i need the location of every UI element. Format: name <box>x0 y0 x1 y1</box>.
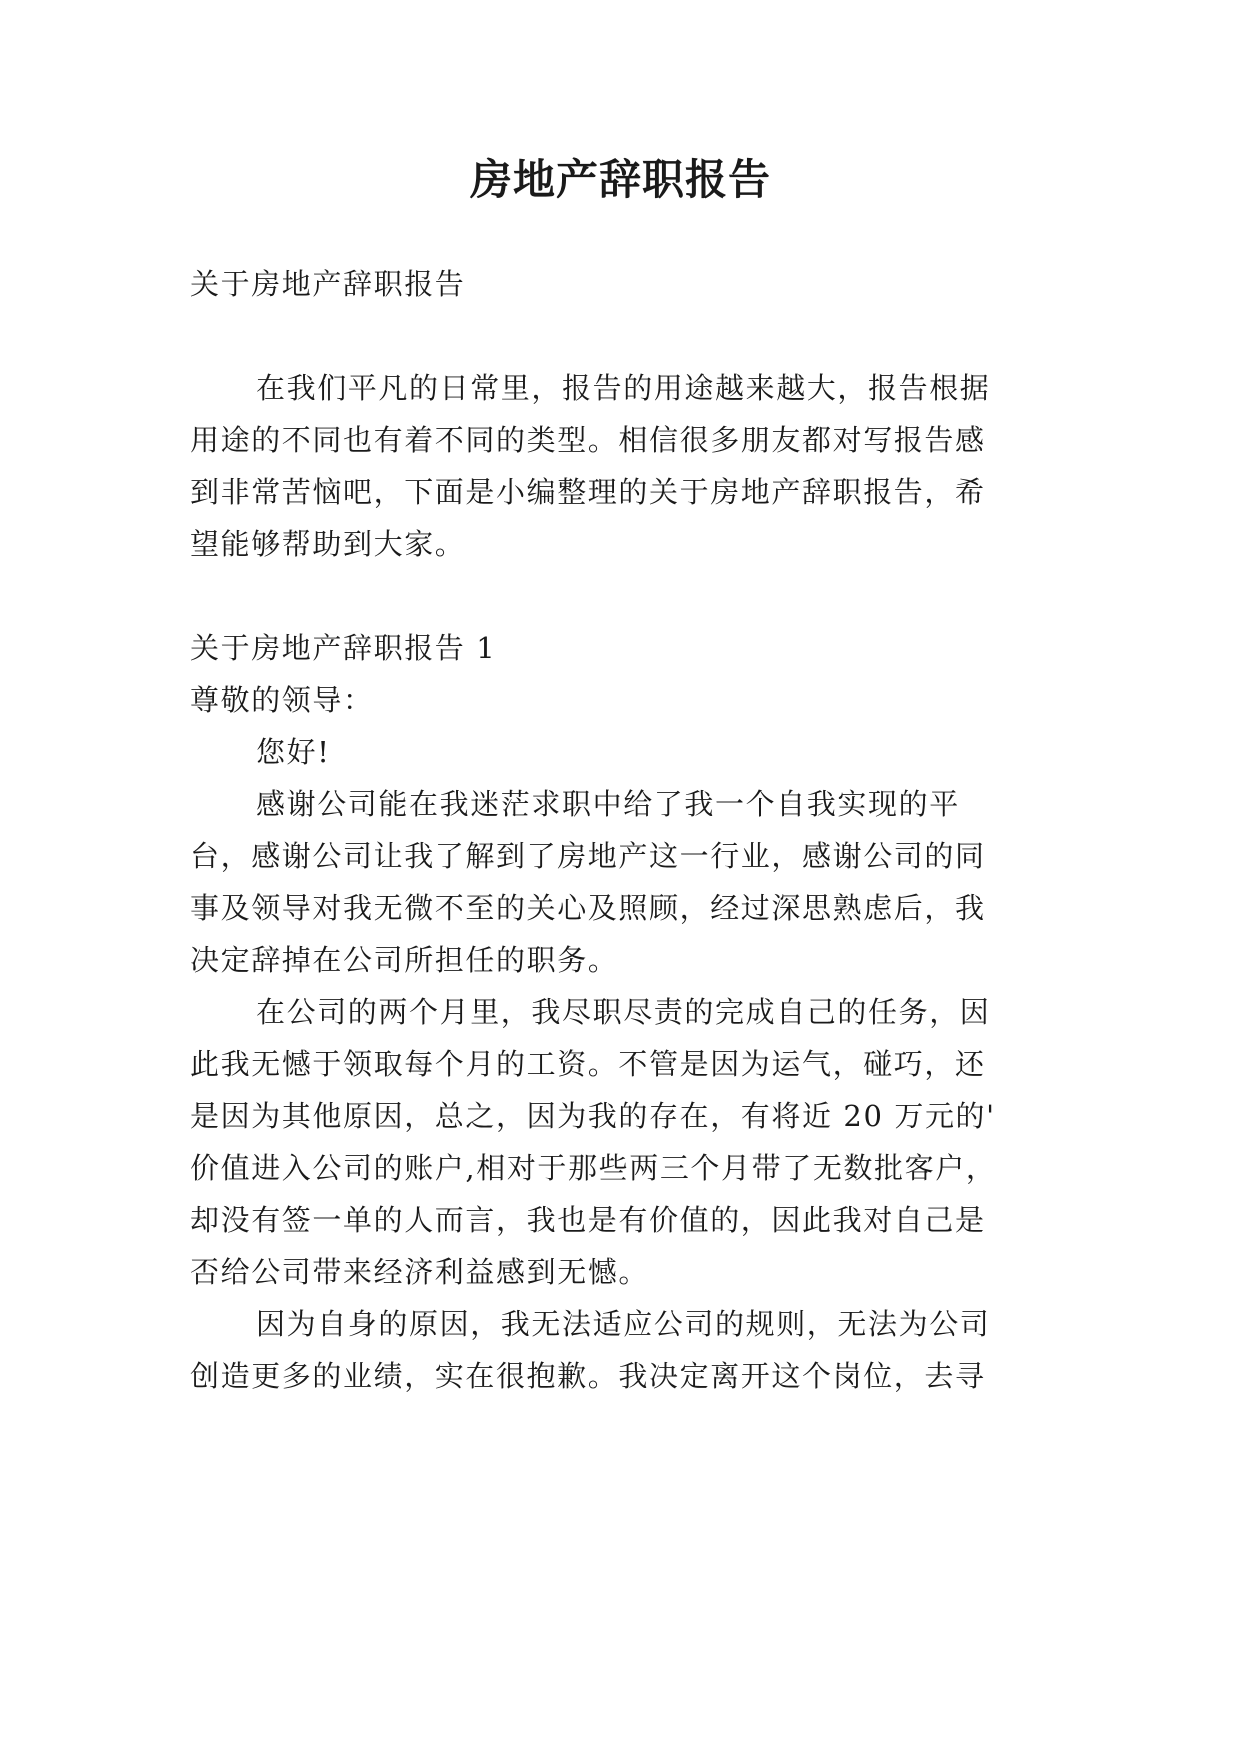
paragraph-line: 价值进入公司的账户,相对于那些两三个月带了无数批客户， <box>190 1151 997 1185</box>
paragraph-line: 否给公司带来经济利益感到无憾。 <box>190 1255 650 1289</box>
paragraph-line: 感谢公司能在我迷茫求职中给了我一个自我实现的平 <box>256 787 960 821</box>
document-subtitle: 关于房地产辞职报告 <box>190 267 466 301</box>
intro-line: 望能够帮助到大家。 <box>190 527 466 561</box>
greeting: 您好! <box>256 735 331 769</box>
paragraph-line: 事及领导对我无微不至的关心及照顾，经过深思熟虑后，我 <box>190 891 986 925</box>
document-title: 房地产辞职报告 <box>469 155 771 204</box>
paragraph-line: 在公司的两个月里，我尽职尽责的完成自己的任务，因 <box>256 995 991 1029</box>
paragraph-line: 是因为其他原因，总之，因为我的存在，有将近 20 万元的' <box>190 1099 996 1133</box>
paragraph-line: 却没有签一单的人而言，我也是有价值的，因此我对自己是 <box>190 1203 986 1237</box>
intro-line: 在我们平凡的日常里，报告的用途越来越大，报告根据 <box>256 371 991 405</box>
paragraph-line: 决定辞掉在公司所担任的职务。 <box>190 943 619 977</box>
paragraph-line: 台，感谢公司让我了解到了房地产这一行业，感谢公司的同 <box>190 839 986 873</box>
intro-line: 用途的不同也有着不同的类型。相信很多朋友都对写报告感 <box>190 423 986 457</box>
intro-line: 到非常苦恼吧，下面是小编整理的关于房地产辞职报告，希 <box>190 475 986 509</box>
paragraph-line: 创造更多的业绩，实在很抱歉。我决定离开这个岗位，去寻 <box>190 1359 986 1393</box>
paragraph-line: 此我无憾于领取每个月的工资。不管是因为运气，碰巧，还 <box>190 1047 986 1081</box>
paragraph-line: 因为自身的原因，我无法适应公司的规则，无法为公司 <box>256 1307 991 1341</box>
section-heading: 关于房地产辞职报告 1 <box>190 631 497 665</box>
salutation: 尊敬的领导： <box>190 683 374 717</box>
